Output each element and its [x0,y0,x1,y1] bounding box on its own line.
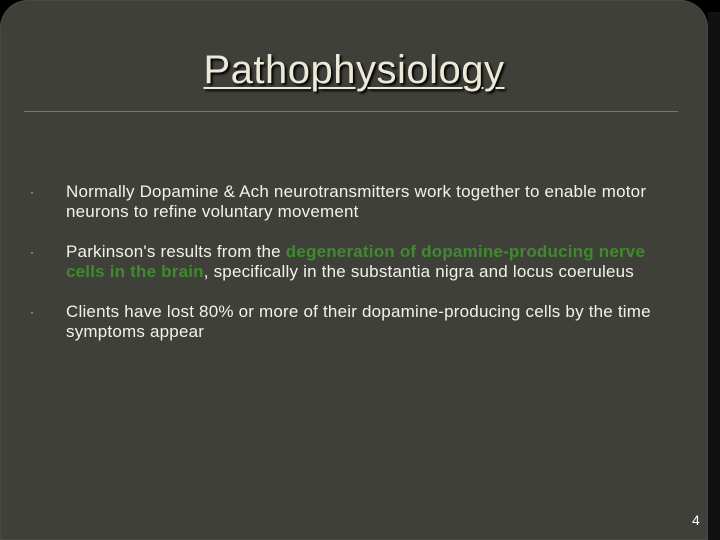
title-divider [24,111,678,112]
bullet-list [30,182,680,362]
bullet-marker: · [30,305,35,319]
slide-title: Pathophysiology [203,48,505,92]
bullet-item [30,242,680,282]
bullet-marker: · [30,185,35,199]
bullet-text-continued: , specifically in the substantia nigra and locus coeruleus [203,262,634,281]
bullet-text: Clients have lost 80% or more of their dopamine-producing cells by the time symptoms appear [66,302,651,341]
bullet-item [30,182,680,222]
bullet-item [30,302,680,342]
bullet-text: Normally Dopamine & Ach neurotransmitters work together to enable motor neurons to refine voluntary movement [66,182,647,221]
bullet-text: Parkinson's results from the [66,242,286,261]
page-number: 4 [692,512,700,528]
highlighted-text: degeneration of dopamine-producing nerve cells in the brain [66,242,646,281]
slide-shadow [708,12,720,540]
bullet-marker: · [30,245,35,259]
